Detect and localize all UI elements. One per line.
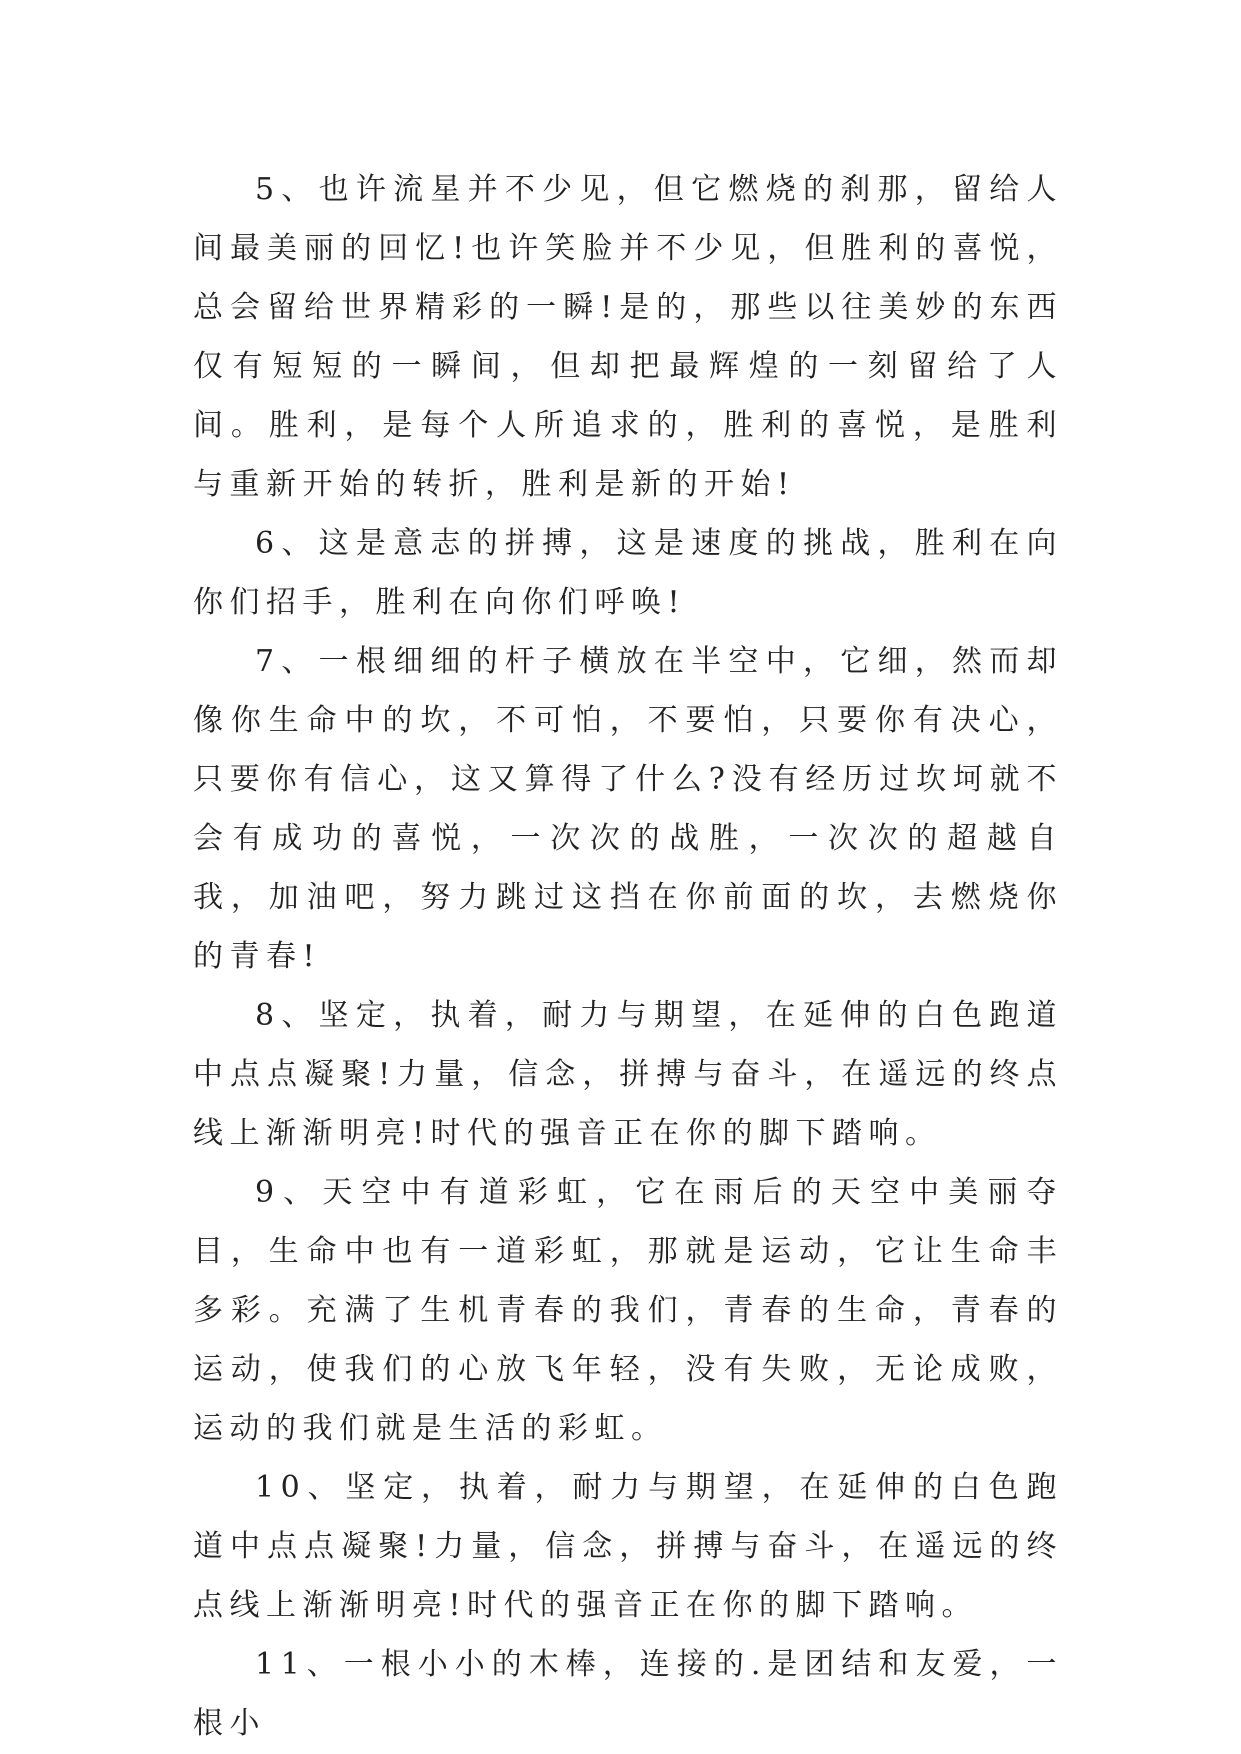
paragraph-9: 9、天空中有道彩虹，它在雨后的天空中美丽夺目，生命中也有一道彩虹，那就是运动，它让生命丰多彩。充满了生机青春的我们，青春的生命，青春的运动，使我们的心放飞年轻，没有失败，无论成败，运动的我们就是生活的彩虹。: [193, 1175, 1063, 1446]
paragraph-10: 10、坚定，执着，耐力与期望，在延伸的白色跑道中点点凝聚!力量，信念，拼搏与奋斗，在遥远的终点线上渐渐明亮!时代的强音正在你的脚下踏响。: [193, 1470, 1063, 1623]
paragraph-11: 11、一根小小的木棒，连接的.是团结和友爱，一根小: [193, 1647, 1063, 1741]
document-body: [193, 160, 1063, 1753]
paragraph-6: 6、这是意志的拼搏，这是速度的挑战，胜利在向你们招手，胜利在向你们呼唤!: [193, 526, 1063, 620]
paragraph-5: 5、也许流星并不少见，但它燃烧的刹那，留给人间最美丽的回忆!也许笑脸并不少见，但胜利的喜悦，总会留给世界精彩的一瞬!是的，那些以往美妙的东西仅有短短的一瞬间，但却把最辉煌的一刻留给了人间。胜利，是每个人所追求的，胜利的喜悦，是胜利与重新开始的转折，胜利是新的开始!: [193, 172, 1063, 502]
paragraph-8: 8、坚定，执着，耐力与期望，在延伸的白色跑道中点点凝聚!力量，信念，拼搏与奋斗，在遥远的终点线上渐渐明亮!时代的强音正在你的脚下踏响。: [193, 998, 1063, 1151]
paragraph-7: 7、一根细细的杆子横放在半空中，它细，然而却像你生命中的坎，不可怕，不要怕，只要你有决心，只要你有信心，这又算得了什么?没有经历过坎坷就不会有成功的喜悦，一次次的战胜，一次次的超越自我，加油吧，努力跳过这挡在你前面的坎，去燃烧你的青春!: [193, 644, 1063, 974]
